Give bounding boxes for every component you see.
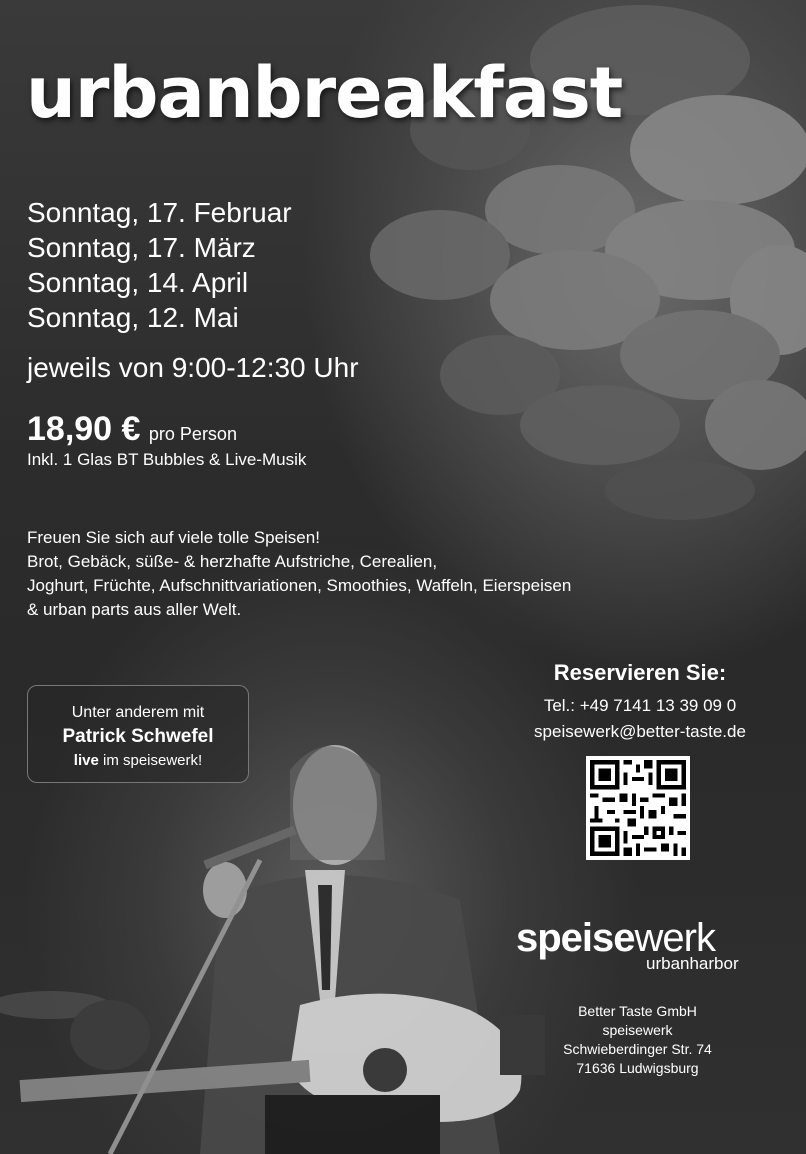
price — [27, 410, 237, 449]
event-date: Sonntag, 17. März — [27, 232, 256, 263]
menu-description — [27, 526, 571, 622]
price-includes: Inkl. 1 Glas BT Bubbles & Live-Musik — [27, 450, 307, 469]
event-date: Sonntag, 12. Mai — [27, 302, 239, 333]
event-hours: jeweils von 9:00-12:30 Uhr — [27, 352, 359, 383]
reservation-phone[interactable]: Tel.: +49 7141 13 39 09 0 — [543, 696, 737, 715]
speisewerk-logo — [516, 918, 766, 974]
company-address — [530, 1002, 745, 1078]
event-date: Sonntag, 17. Februar — [27, 197, 292, 228]
guest-venue: im speisewerk! — [103, 752, 203, 769]
menu-line: Freuen Sie sich auf viele tolle Speisen! — [27, 528, 320, 547]
menu-line: Brot, Gebäck, süße- & herzhafte Aufstriche, Cerealien, — [27, 552, 438, 571]
event-date: Sonntag, 14. April — [27, 267, 249, 298]
menu-line: Joghurt, Früchte, Aufschnittvariationen, Smoothies, Waffeln, Eierspeisen — [27, 576, 572, 595]
reservation-email[interactable]: speisewerk@better-taste.de — [534, 722, 746, 741]
reservation-title: Reservieren Sie: — [553, 660, 727, 685]
company-line: speisewerk — [602, 1022, 673, 1038]
logo-wordmark — [516, 918, 766, 958]
event-dates — [27, 195, 292, 335]
guest-box — [27, 685, 249, 783]
reservation-block — [500, 660, 780, 742]
logo-bold: speise — [516, 916, 635, 960]
price-unit: pro Person — [148, 424, 237, 444]
event-title: urbanbreakfast — [26, 52, 623, 134]
company-line: Better Taste GmbH — [578, 1003, 697, 1019]
guest-note — [28, 752, 248, 769]
guest-live: live — [73, 752, 99, 769]
logo-subtitle: urbanharbor — [646, 954, 739, 973]
company-line: 71636 Ludwigsburg — [576, 1060, 699, 1076]
price-amount: 18,90 € — [27, 410, 141, 448]
musician-image — [0, 745, 545, 1154]
guest-name: Patrick Schwefel — [62, 726, 214, 747]
company-line: Schwieberdinger Str. 74 — [563, 1041, 712, 1057]
menu-line: & urban parts aus aller Welt. — [27, 600, 242, 619]
qr-code-icon[interactable] — [586, 756, 690, 860]
logo-regular: werk — [634, 916, 715, 960]
guest-intro: Unter anderem mit — [71, 704, 205, 721]
